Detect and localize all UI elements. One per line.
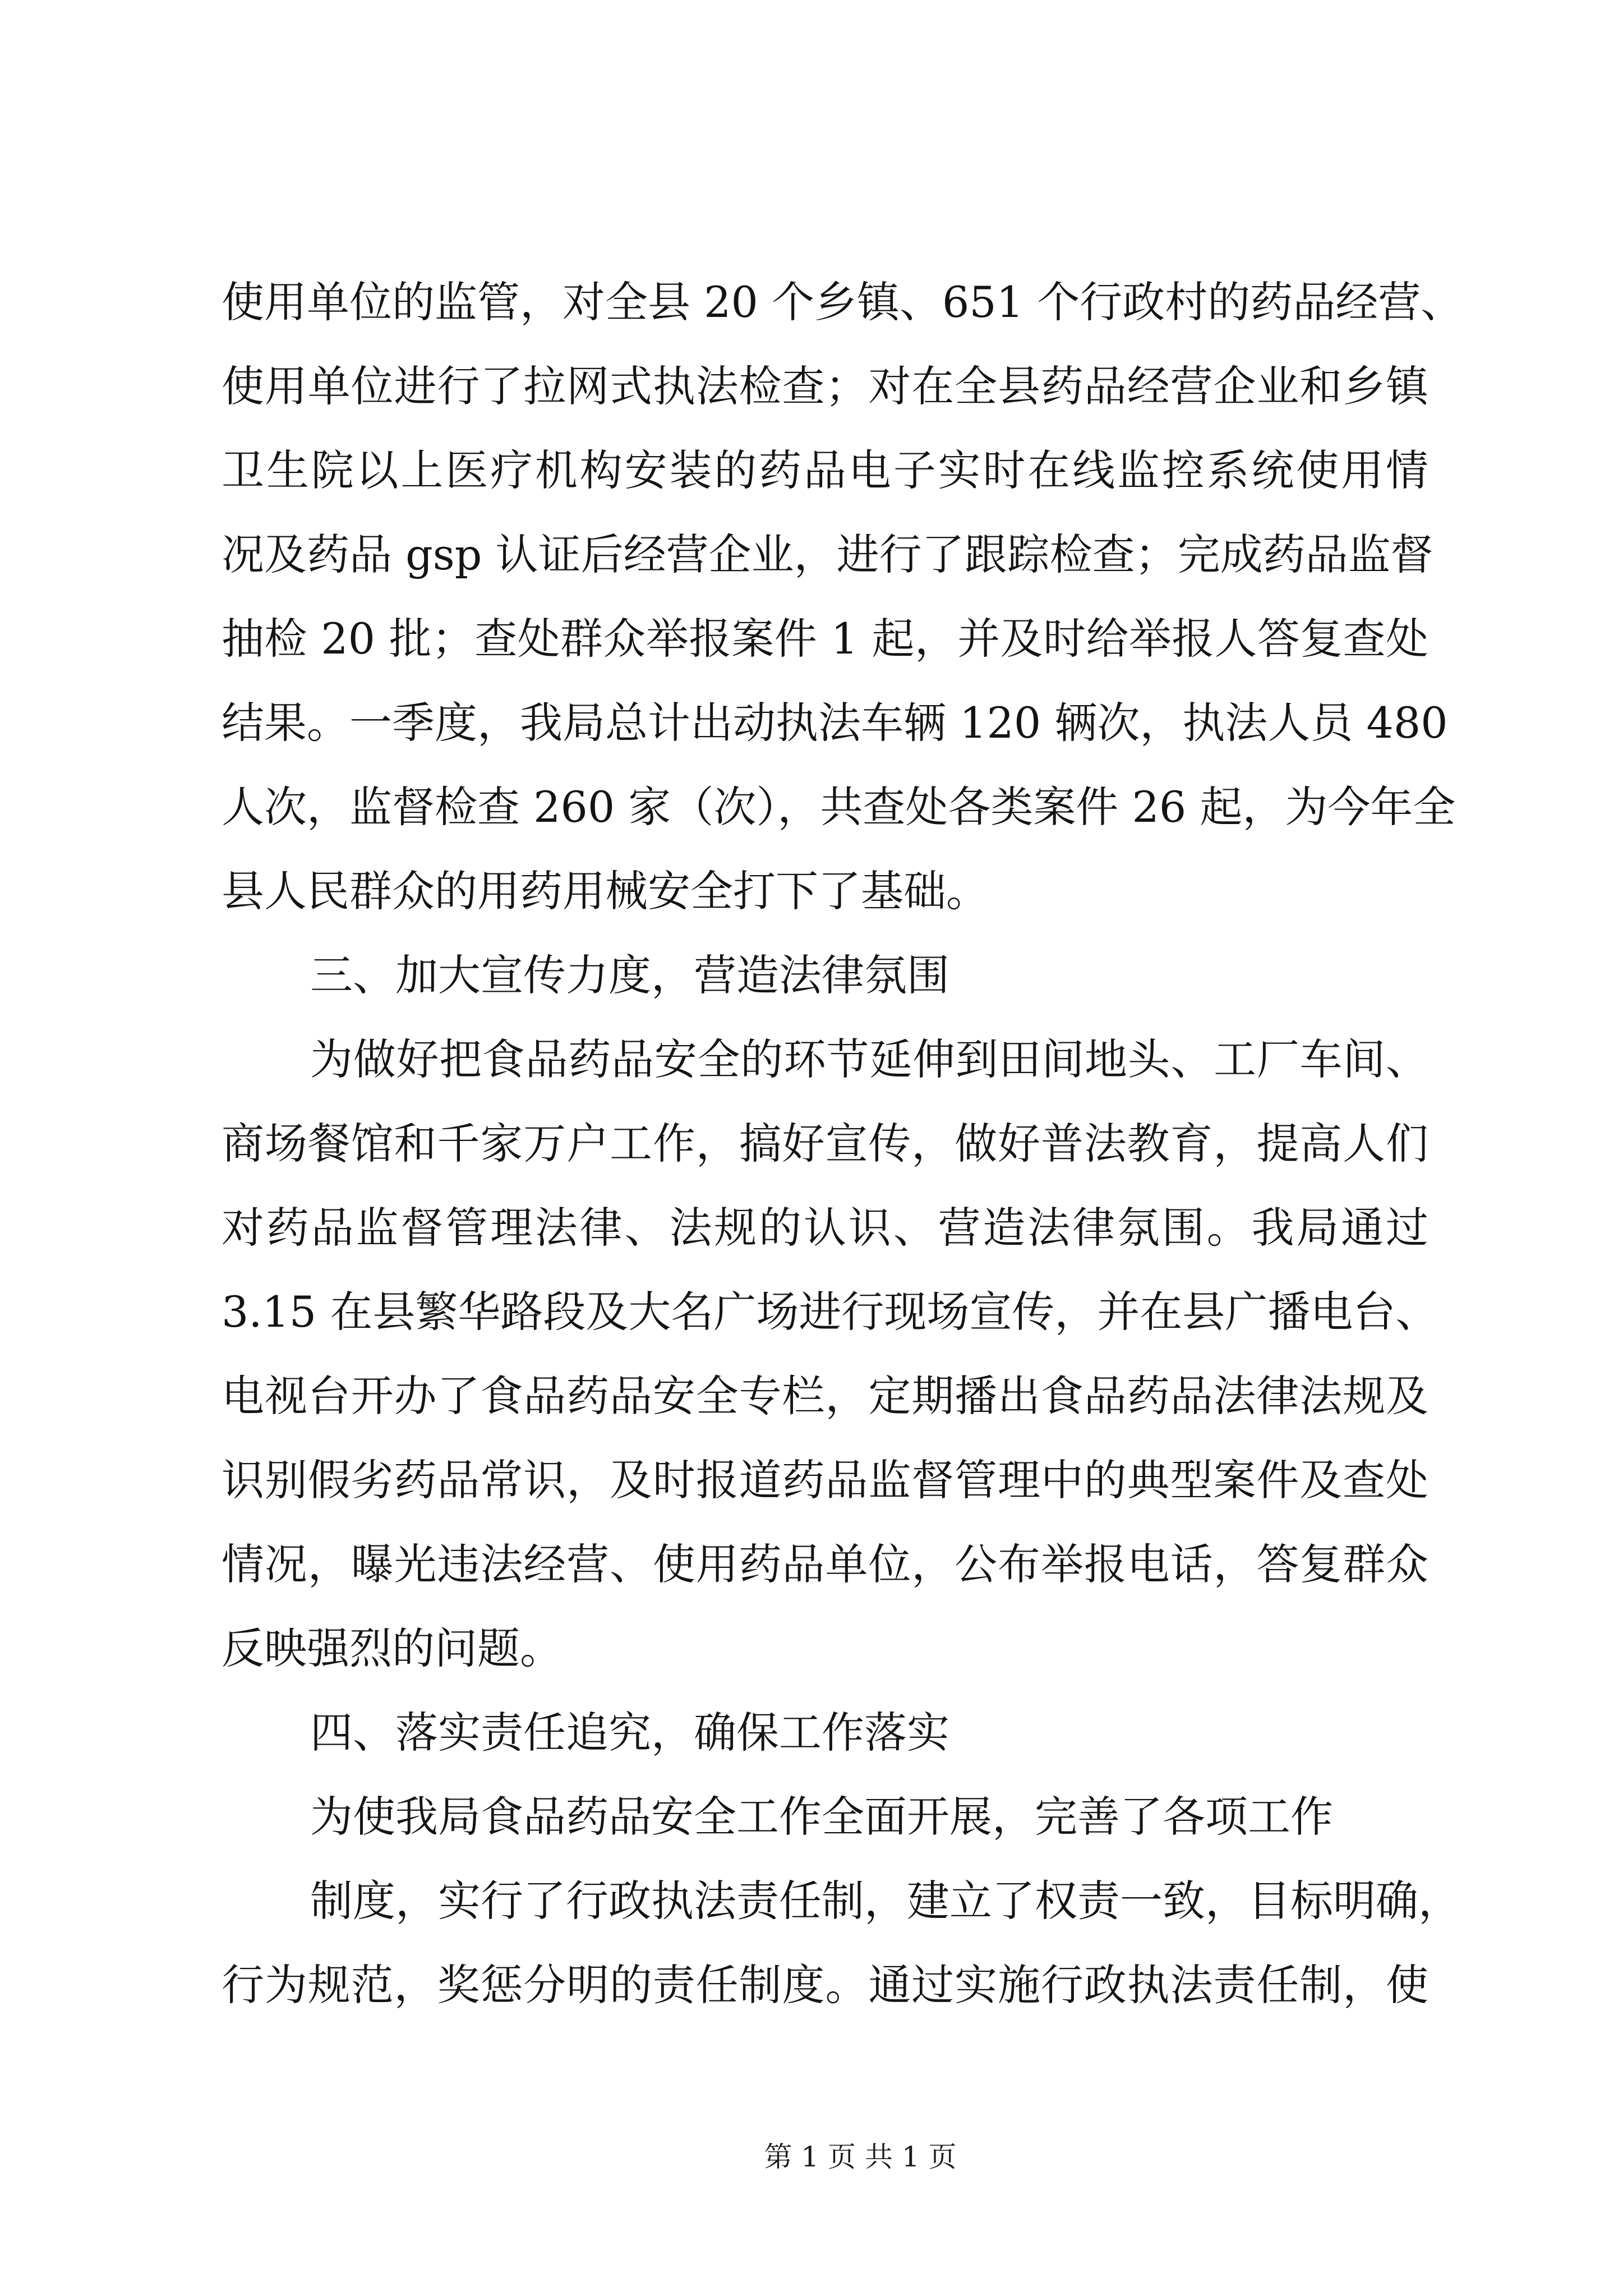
text-line: 结果。一季度，我局总计出动执法车辆 120 辆次，执法人员 480: [222, 698, 1448, 748]
text-line: 为做好把食品药品安全的环节延伸到田间地头、工厂车间、: [310, 1034, 1428, 1084]
paragraph-inspection-results: [222, 260, 1464, 933]
text-line: 反映强烈的问题。: [222, 1623, 562, 1673]
text-line: 卫生院以上医疗机构安装的药品电子实时在线监控系统使用情: [222, 445, 1428, 495]
text-line: 使用单位的监管，对全县 20 个乡镇、651 个行政村的药品经营、: [222, 277, 1464, 327]
section-heading-publicity: [222, 933, 1428, 1018]
text-line: 制度，实行了行政执法责任制，建立了权责一致，目标明确，: [310, 1876, 1461, 1926]
page-number-footer: 第 1 页 共 1 页: [764, 2141, 957, 2173]
text-line: 3.15 在县繁华路段及大名广场进行现场宣传，并在县广播电台、: [222, 1287, 1438, 1337]
section-heading-accountability: [222, 1691, 1428, 1775]
text-line: 对药品监督管理法律、法规的认识、营造法律氛围。我局通过: [222, 1203, 1428, 1253]
paragraph-responsibility-system: [222, 1859, 1461, 2027]
text-line: 县人民群众的用药用械安全打下了基础。: [222, 866, 989, 916]
text-line: 为使我局食品药品安全工作全面开展，完善了各项工作: [310, 1792, 1333, 1842]
text-line: 人次，监督检查 260 家（次），共查处各类案件 26 起，为今年全: [222, 782, 1456, 832]
text-line: 况及药品 gsp 认证后经营企业，进行了跟踪检查；完成药品监督: [222, 530, 1433, 579]
text-line: 情况，曝光违法经营、使用药品单位，公布举报电话，答复群众: [222, 1539, 1428, 1589]
text-line: 电视台开办了食品药品安全专栏，定期播出食品药品法律法规及: [222, 1371, 1428, 1421]
heading-line: 三、加大宣传力度，营造法律氛围: [310, 950, 949, 1000]
paragraph-publicity: [222, 1018, 1438, 1691]
text-line: 使用单位进行了拉网式执法检查；对在全县药品经营企业和乡镇: [222, 361, 1428, 411]
text-line: 行为规范，奖惩分明的责任制度。通过实施行政执法责任制，使: [222, 1960, 1428, 2010]
text-line: 识别假劣药品常识，及时报道药品监督管理中的典型案件及查处: [222, 1455, 1428, 1505]
text-line: 商场餐馆和千家万户工作，搞好宣传，做好普法教育，提高人们: [222, 1119, 1428, 1168]
paragraph-work-systems: [222, 1775, 1428, 1859]
text-line: 抽检 20 批；查处群众举报案件 1 起，并及时给举报人答复查处: [222, 614, 1428, 664]
body-text: [222, 260, 1464, 2027]
heading-line: 四、落实责任追究，确保工作落实: [310, 1708, 949, 1757]
